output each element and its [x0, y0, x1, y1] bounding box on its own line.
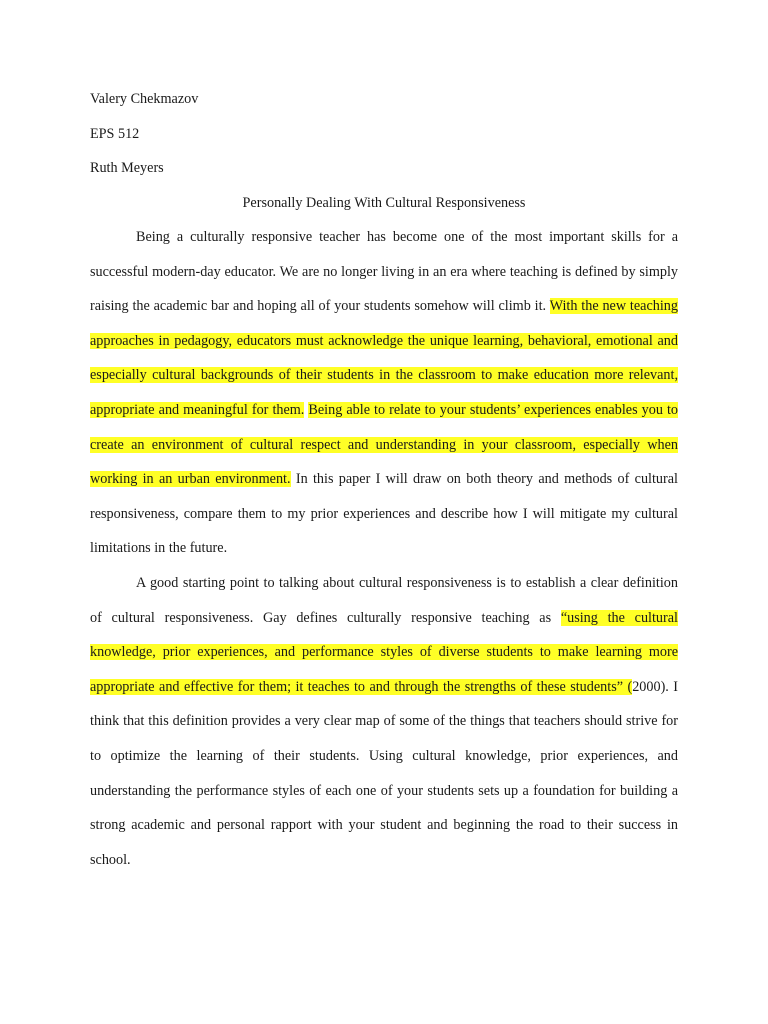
essay-title: Personally Dealing With Cultural Responsiveness: [242, 195, 526, 211]
paragraph-2-text-2: 2000). I think that this definition provides a very clear map of some of the things that teachers should strive for to optimize the learning of their students. Using cultural knowledge, prior experiences, and understanding the performance styles of each one of your students sets up a foundation for building a strong academic and personal rapport with your student and beginning the road to their success in school.: [90, 678, 678, 868]
paragraph-1-text-3: In this paper I will draw on both theory and methods of cultural responsiveness, compare them to my prior experiences and describe how I will mitigate my cultural limitations in the future.: [90, 471, 678, 557]
instructor-name: Ruth Meyers: [90, 160, 164, 176]
paragraph-2: [90, 566, 678, 877]
paragraph-2-text-1: A good starting point to talking about cultural responsiveness is to establish a clear definition of cultural responsiveness. Gay defines culturally responsive teaching as: [90, 575, 678, 626]
course-code: EPS 512: [90, 126, 140, 142]
paragraph-2-highlight-1: “using the cultural knowledge, prior experiences, and performance styles of diverse students to make learning more appropriate and effective for them; it teaches to and through the strengths of these students” (: [90, 609, 678, 695]
paragraph-1-text-1: Being a culturally responsive teacher has become one of the most important skills for a successful modern-day educator. We are no longer living in an era where teaching is defined by simply raising the academic bar and hoping all of your students somehow will climb it.: [90, 229, 678, 315]
paragraph-1-highlight-1: With the new teaching approaches in pedagogy, educators must acknowledge the unique learning, behavioral, emotional and especially cultural backgrounds of their students in the classroom to make education more relevant, appropriate and meaningful for them.: [90, 298, 678, 418]
paragraph-1: [90, 220, 678, 566]
author-name: Valery Chekmazov: [90, 91, 199, 107]
paragraph-1-highlight-2: Being able to relate to your students’ experiences enables you to create an environment of cultural respect and understanding in your classroom, especially when working in an urban environment.: [90, 401, 679, 488]
